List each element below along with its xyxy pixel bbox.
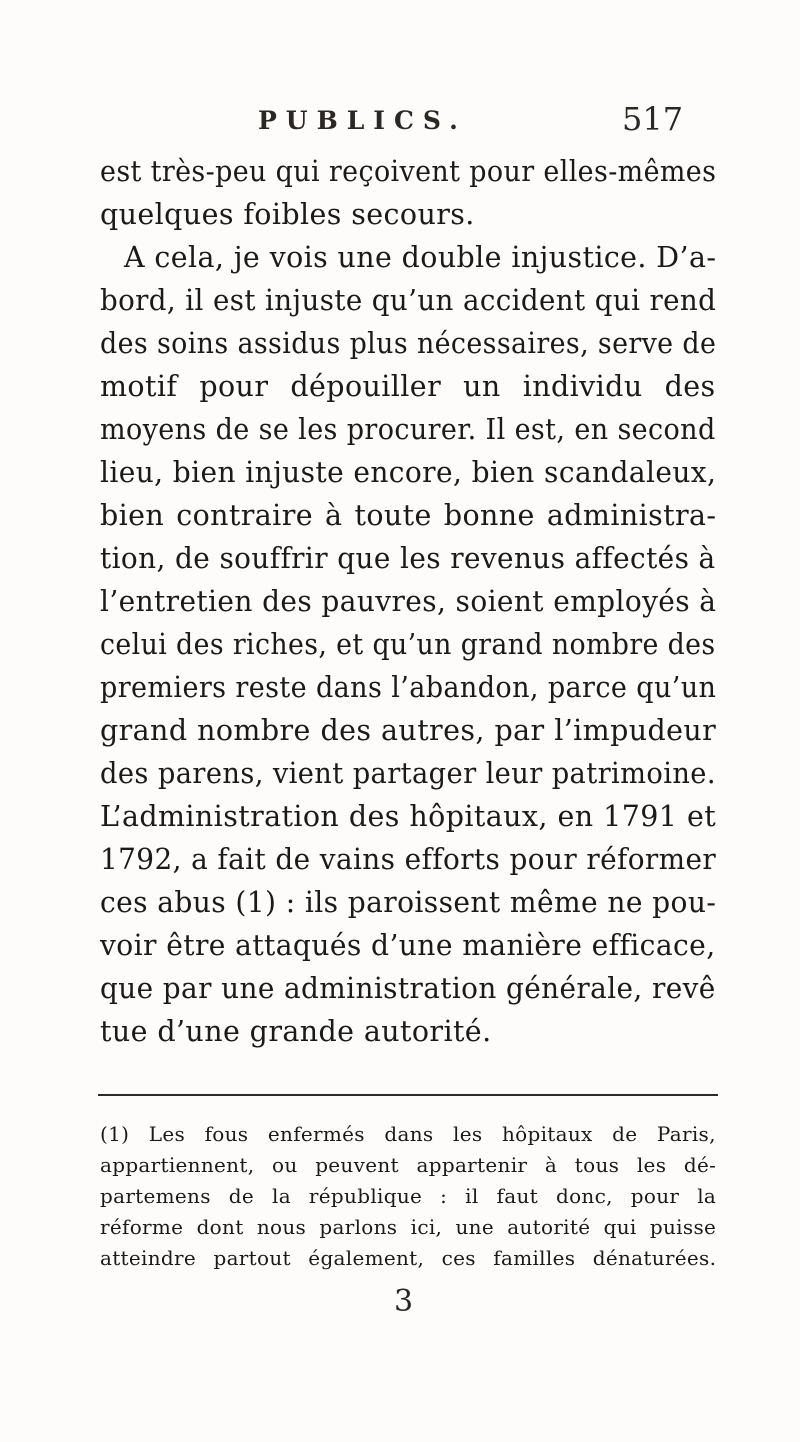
page-number: 517 — [622, 100, 684, 138]
footnote-rule — [98, 1094, 718, 1096]
text-line: est très-peu qui reçoivent pour elles-mêmes — [100, 155, 717, 188]
text-line: des parens, vient partager leur patrimoine. — [100, 757, 716, 790]
footnote-line: réforme dont nous parlons ici, une autorité qui puisse — [100, 1215, 717, 1239]
running-title: PUBLICS. — [258, 106, 467, 135]
footnote-line: (1) Les fous enfermés dans les hôpitaux de Paris, — [100, 1122, 716, 1146]
text-line: bien contraire à toute bonne administra- — [100, 499, 717, 532]
running-head — [0, 100, 800, 144]
text-line: quelques foibles secours. — [100, 198, 475, 231]
text-line: que par une administration générale, revê — [100, 972, 716, 1005]
text-line: des soins assidus plus nécessaires, serve de — [100, 327, 717, 360]
text-line: lieu, bien injuste encore, bien scandaleux, — [100, 456, 717, 489]
footnote-line: atteindre partout également, ces familles dénaturées. — [100, 1246, 717, 1270]
footnote-line: appartiennent, ou peuvent appartenir à tous les dé- — [100, 1153, 717, 1177]
text-line: 1792, a fait de vains efforts pour réformer — [100, 843, 717, 876]
text-line: tion, de souffrir que les revenus affectés à — [100, 542, 716, 575]
text-line: tue d’une grande autorité. — [100, 1015, 492, 1048]
text-line: l’entretien des pauvres, soient employés à — [100, 585, 717, 618]
text-line: motif pour dépouiller un individu des — [100, 370, 716, 403]
text-line: voir être attaqués d’une manière efficace, — [100, 929, 716, 962]
text-line: celui des riches, et qu’un grand nombre des — [100, 628, 716, 661]
text-line: moyens de se les procurer. Il est, en second — [100, 413, 716, 446]
text-line: A cela, je vois une double injustice. D’a- — [124, 241, 717, 274]
text-line: L’administration des hôpitaux, en 1791 et — [100, 800, 717, 833]
text-line: premiers reste dans l’abandon, parce qu’un — [100, 671, 717, 704]
text-line: bord, il est injuste qu’un accident qui rend — [100, 284, 717, 317]
text-line: ces abus (1) : ils paroissent même ne pou- — [100, 886, 717, 919]
signature-mark: 3 — [394, 1284, 414, 1319]
text-line: grand nombre des autres, par l’impudeur — [100, 714, 717, 747]
footnote-line: partemens de la république : il faut donc, pour la — [100, 1184, 717, 1208]
